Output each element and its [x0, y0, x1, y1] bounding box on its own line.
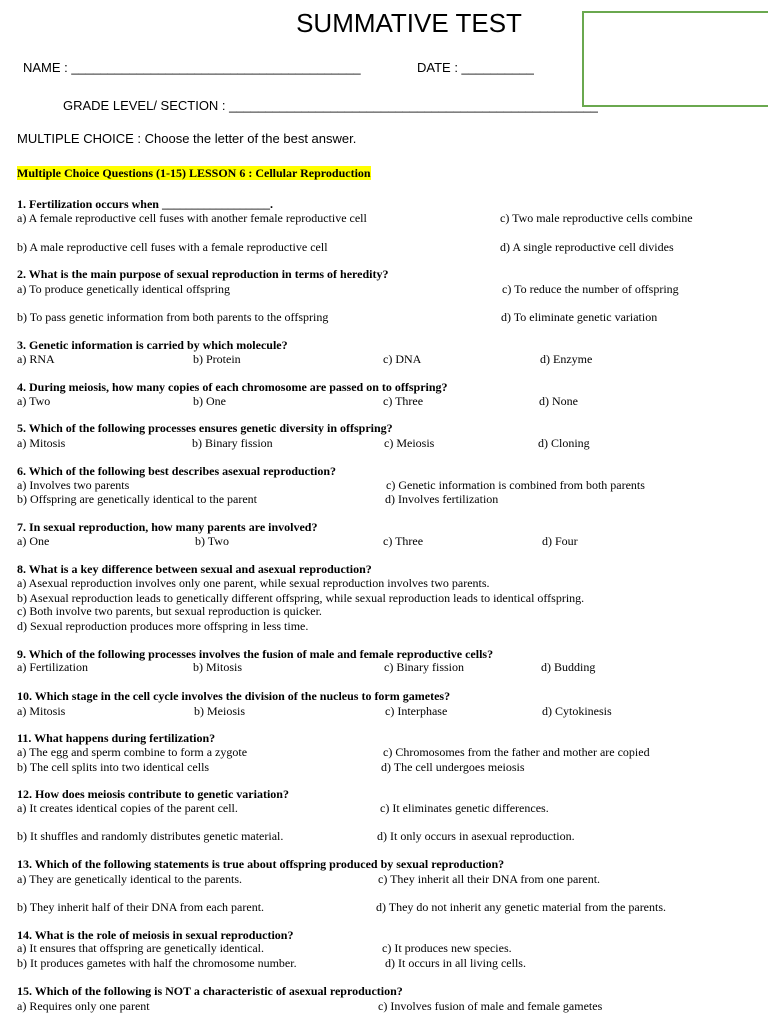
q5-option-c: c) Meiosis: [384, 436, 435, 450]
question-8: 8. What is a key difference between sexual and asexual reproduction?: [17, 562, 372, 576]
q13-option-a: a) They are genetically identical to the parents.: [17, 872, 243, 886]
q13-option-b: b) They inherit half of their DNA from each parent.: [17, 900, 265, 914]
question-5: 5. Which of the following processes ensures genetic diversity in offspring?: [17, 421, 393, 435]
q15-option-a: a) Requires only one parent: [17, 999, 150, 1013]
q12-option-d: d) It only occurs in asexual reproduction.: [377, 829, 575, 843]
q5-option-b: b) Binary fission: [192, 436, 273, 450]
q6-option-d: d) Involves fertilization: [385, 492, 499, 506]
q15-option-c: c) Involves fusion of male and female gametes: [378, 999, 603, 1013]
q12-option-b: b) It shuffles and randomly distributes genetic material.: [17, 829, 284, 843]
q12-option-a: a) It creates identical copies of the parent cell.: [17, 801, 238, 815]
section-heading: Multiple Choice Questions (1-15) LESSON 6 : Cellular Reproduction: [17, 166, 371, 180]
q3-option-a: a) RNA: [17, 352, 55, 366]
q7-option-b: b) Two: [195, 534, 229, 548]
q1-option-d: d) A single reproductive cell divides: [500, 240, 674, 254]
q11-option-c: c) Chromosomes from the father and mother are copied: [383, 745, 650, 759]
question-3: 3. Genetic information is carried by which molecule?: [17, 338, 288, 352]
page-title: SUMMATIVE TEST: [296, 8, 522, 38]
question-10: 10. Which stage in the cell cycle involves the division of the nucleus to form gametes?: [17, 689, 451, 703]
q14-option-d: d) It occurs in all living cells.: [385, 956, 526, 970]
q13-option-d: d) They do not inherit any genetic material from the parents.: [376, 900, 667, 914]
q8-option-a: a) Asexual reproduction involves only one parent, while sexual reproduction involves two parents.: [17, 576, 490, 590]
q9-option-b: b) Mitosis: [193, 660, 243, 674]
q14-option-b: b) It produces gametes with half the chromosome number.: [17, 956, 297, 970]
name-field[interactable]: NAME : ________________________________________: [23, 60, 361, 75]
q1-option-b: b) A male reproductive cell fuses with a female reproductive cell: [17, 240, 328, 254]
q3-option-d: d) Enzyme: [540, 352, 593, 366]
q14-option-c: c) It produces new species.: [382, 941, 512, 955]
q6-option-a: a) Involves two parents: [17, 478, 130, 492]
q2-option-c: c) To reduce the number of offspring: [502, 282, 679, 296]
question-6: 6. Which of the following best describes asexual reproduction?: [17, 464, 337, 478]
q3-option-c: c) DNA: [383, 352, 422, 366]
q7-option-c: c) Three: [383, 534, 424, 548]
q4-option-b: b) One: [193, 394, 226, 408]
q7-option-a: a) One: [17, 534, 50, 548]
question-11: 11. What happens during fertilization?: [17, 731, 216, 745]
q10-option-b: b) Meiosis: [194, 704, 245, 718]
score-box: [582, 11, 768, 107]
q9-option-d: d) Budding: [541, 660, 596, 674]
q10-option-a: a) Mitosis: [17, 704, 66, 718]
q10-option-c: c) Interphase: [385, 704, 448, 718]
question-13: 13. Which of the following statements is true about offspring produced by sexual reproduction?: [17, 857, 505, 871]
q1-option-c: c) Two male reproductive cells combine: [500, 211, 693, 225]
q9-option-c: c) Binary fission: [384, 660, 464, 674]
q6-option-b: b) Offspring are genetically identical to the parent: [17, 492, 258, 506]
q11-option-b: b) The cell splits into two identical cells: [17, 760, 210, 774]
question-2: 2. What is the main purpose of sexual reproduction in terms of heredity?: [17, 267, 389, 281]
date-field[interactable]: DATE : __________: [417, 60, 534, 75]
q9-option-a: a) Fertilization: [17, 660, 88, 674]
q4-option-c: c) Three: [383, 394, 424, 408]
q4-option-d: d) None: [539, 394, 578, 408]
q5-option-d: d) Cloning: [538, 436, 590, 450]
q5-option-a: a) Mitosis: [17, 436, 66, 450]
q7-option-d: d) Four: [542, 534, 578, 548]
q14-option-a: a) It ensures that offspring are genetically identical.: [17, 941, 265, 955]
q2-option-a: a) To produce genetically identical offspring: [17, 282, 230, 296]
q8-option-d: d) Sexual reproduction produces more offspring in less time.: [17, 619, 309, 633]
instructions: MULTIPLE CHOICE : Choose the letter of the best answer.: [17, 131, 357, 146]
q12-option-c: c) It eliminates genetic differences.: [380, 801, 549, 815]
question-9: 9. Which of the following processes involves the fusion of male and female reproductive cells?: [17, 647, 494, 661]
q8-option-b: b) Asexual reproduction leads to genetically different offspring, while sexual reproduction leads to identical offspring.: [17, 591, 585, 605]
q3-option-b: b) Protein: [193, 352, 241, 366]
question-14: 14. What is the role of meiosis in sexual reproduction?: [17, 928, 294, 942]
question-12: 12. How does meiosis contribute to genetic variation?: [17, 787, 289, 801]
q6-option-c: c) Genetic information is combined from both parents: [386, 478, 645, 492]
question-7: 7. In sexual reproduction, how many parents are involved?: [17, 520, 318, 534]
q13-option-c: c) They inherit all their DNA from one parent.: [378, 872, 601, 886]
q8-option-c: c) Both involve two parents, but sexual reproduction is quicker.: [17, 604, 322, 618]
q2-option-d: d) To eliminate genetic variation: [501, 310, 658, 324]
grade-section-field[interactable]: GRADE LEVEL/ SECTION : ___________________________________________________: [63, 98, 598, 113]
q11-option-d: d) The cell undergoes meiosis: [381, 760, 525, 774]
q10-option-d: d) Cytokinesis: [542, 704, 612, 718]
q2-option-b: b) To pass genetic information from both parents to the offspring: [17, 310, 329, 324]
question-1: 1. Fertilization occurs when __________________.: [17, 197, 273, 211]
question-15: 15. Which of the following is NOT a characteristic of asexual reproduction?: [17, 984, 403, 998]
question-4: 4. During meiosis, how many copies of each chromosome are passed on to offspring?: [17, 380, 448, 394]
q11-option-a: a) The egg and sperm combine to form a zygote: [17, 745, 248, 759]
q1-option-a: a) A female reproductive cell fuses with another female reproductive cell: [17, 211, 367, 225]
q4-option-a: a) Two: [17, 394, 51, 408]
